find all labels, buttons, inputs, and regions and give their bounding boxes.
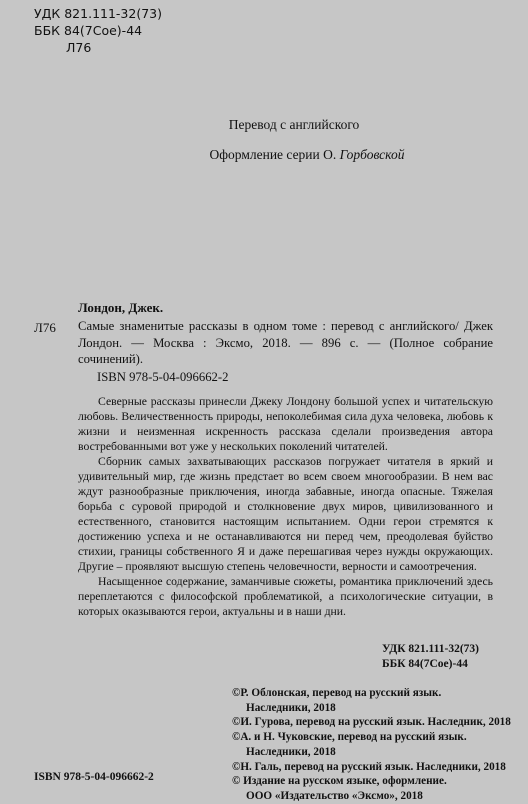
annotation-paragraph: Насыщенное содержание, заманчивые сюжеты, романтика приключений здесь переплетаются с философской проблематикой, а психологические ситуации, в которых оказываются герои, актуальны и в наши дни. — [78, 575, 493, 618]
copyright-line-cont: Наследники, 2018 — [246, 745, 336, 758]
bottom-isbn: ISBN 978-5-04-096662-2 — [34, 771, 154, 783]
footer-codes — [382, 642, 479, 672]
catalog-author: Лондон, Джек. — [78, 300, 164, 315]
copyright-line: ©Р. Облонская, перевод на русский язык. — [232, 687, 442, 699]
copyright-line: ©А. и Н. Чуковские, перевод на русский язык. — [232, 731, 467, 744]
copyright-line-cont: ООО «Издательство «Эксмо», 2018 — [246, 789, 423, 802]
copyright-line: ©Н. Галь, перевод на русский язык. Наследники, 2018 — [232, 760, 506, 773]
isbn: ISBN 978-5-04-096662-2 — [97, 370, 229, 384]
footer-udk: УДК 821.111-32(73) — [382, 643, 479, 655]
copyright-line: © Издание на русском языке, оформление. — [232, 775, 447, 788]
udk-code: УДК 821.111-32(73) — [34, 6, 162, 21]
copyright-block — [232, 686, 511, 804]
annotation — [78, 394, 493, 619]
design-credit — [0, 147, 528, 163]
copyright-line: ©И. Гурова, перевод на русский язык. Наследник, 2018 — [232, 716, 511, 729]
author-mark: Л76 — [66, 40, 92, 55]
annotation-paragraph: Северные рассказы принесли Джеку Лондону большой успех и читательскую любовь. Величественность природы, непоколебимая сила духа человека, любовь к жизни и неизменная искренность рассказа сделали произведения автора востребованными вот уже у нескольких поколений читателей. — [78, 395, 493, 453]
annotation-paragraph: Сборник самых захватывающих рассказов погружает читателя в яркий и удивительный мир, где жизнь предстает во всем своем многообразии. В нем вас ждут разнообразные приключения, иногда забавные, иногда опасные. Тяжелая борьба с суровой природой и столкновение двух миров, цивилизованного и естественного, становится настоящим испытанием. Одни герои стремятся к достижению успеха и не останавливаются ни перед чем, преодолевая буйство стихии, границы собственного Я и даже перешагивая через нужды окружающих. Другие – проявляют высшую степень человечности, верности и самоотречения. — [78, 455, 493, 573]
design-credit-name: Горбовской — [339, 147, 405, 162]
copyright-line-cont: Наследники, 2018 — [246, 701, 336, 714]
catalog-code: Л76 — [34, 320, 56, 335]
bibliographic-description: Самые знаменитые рассказы в одном томе : перевод с английского/ Джек Лондон. — Москва : Эксмо, 2018. — 896 с. — (Полное собрание сочинений). — [78, 319, 493, 366]
design-credit-prefix: Оформление серии О. — [209, 147, 337, 162]
classification-codes — [34, 5, 162, 56]
footer-bbk: ББК 84(7Сое)-44 — [382, 658, 468, 670]
translation-credit: Перевод с английского — [228, 117, 360, 132]
bbk-code: ББК 84(7Сое)-44 — [34, 23, 143, 38]
